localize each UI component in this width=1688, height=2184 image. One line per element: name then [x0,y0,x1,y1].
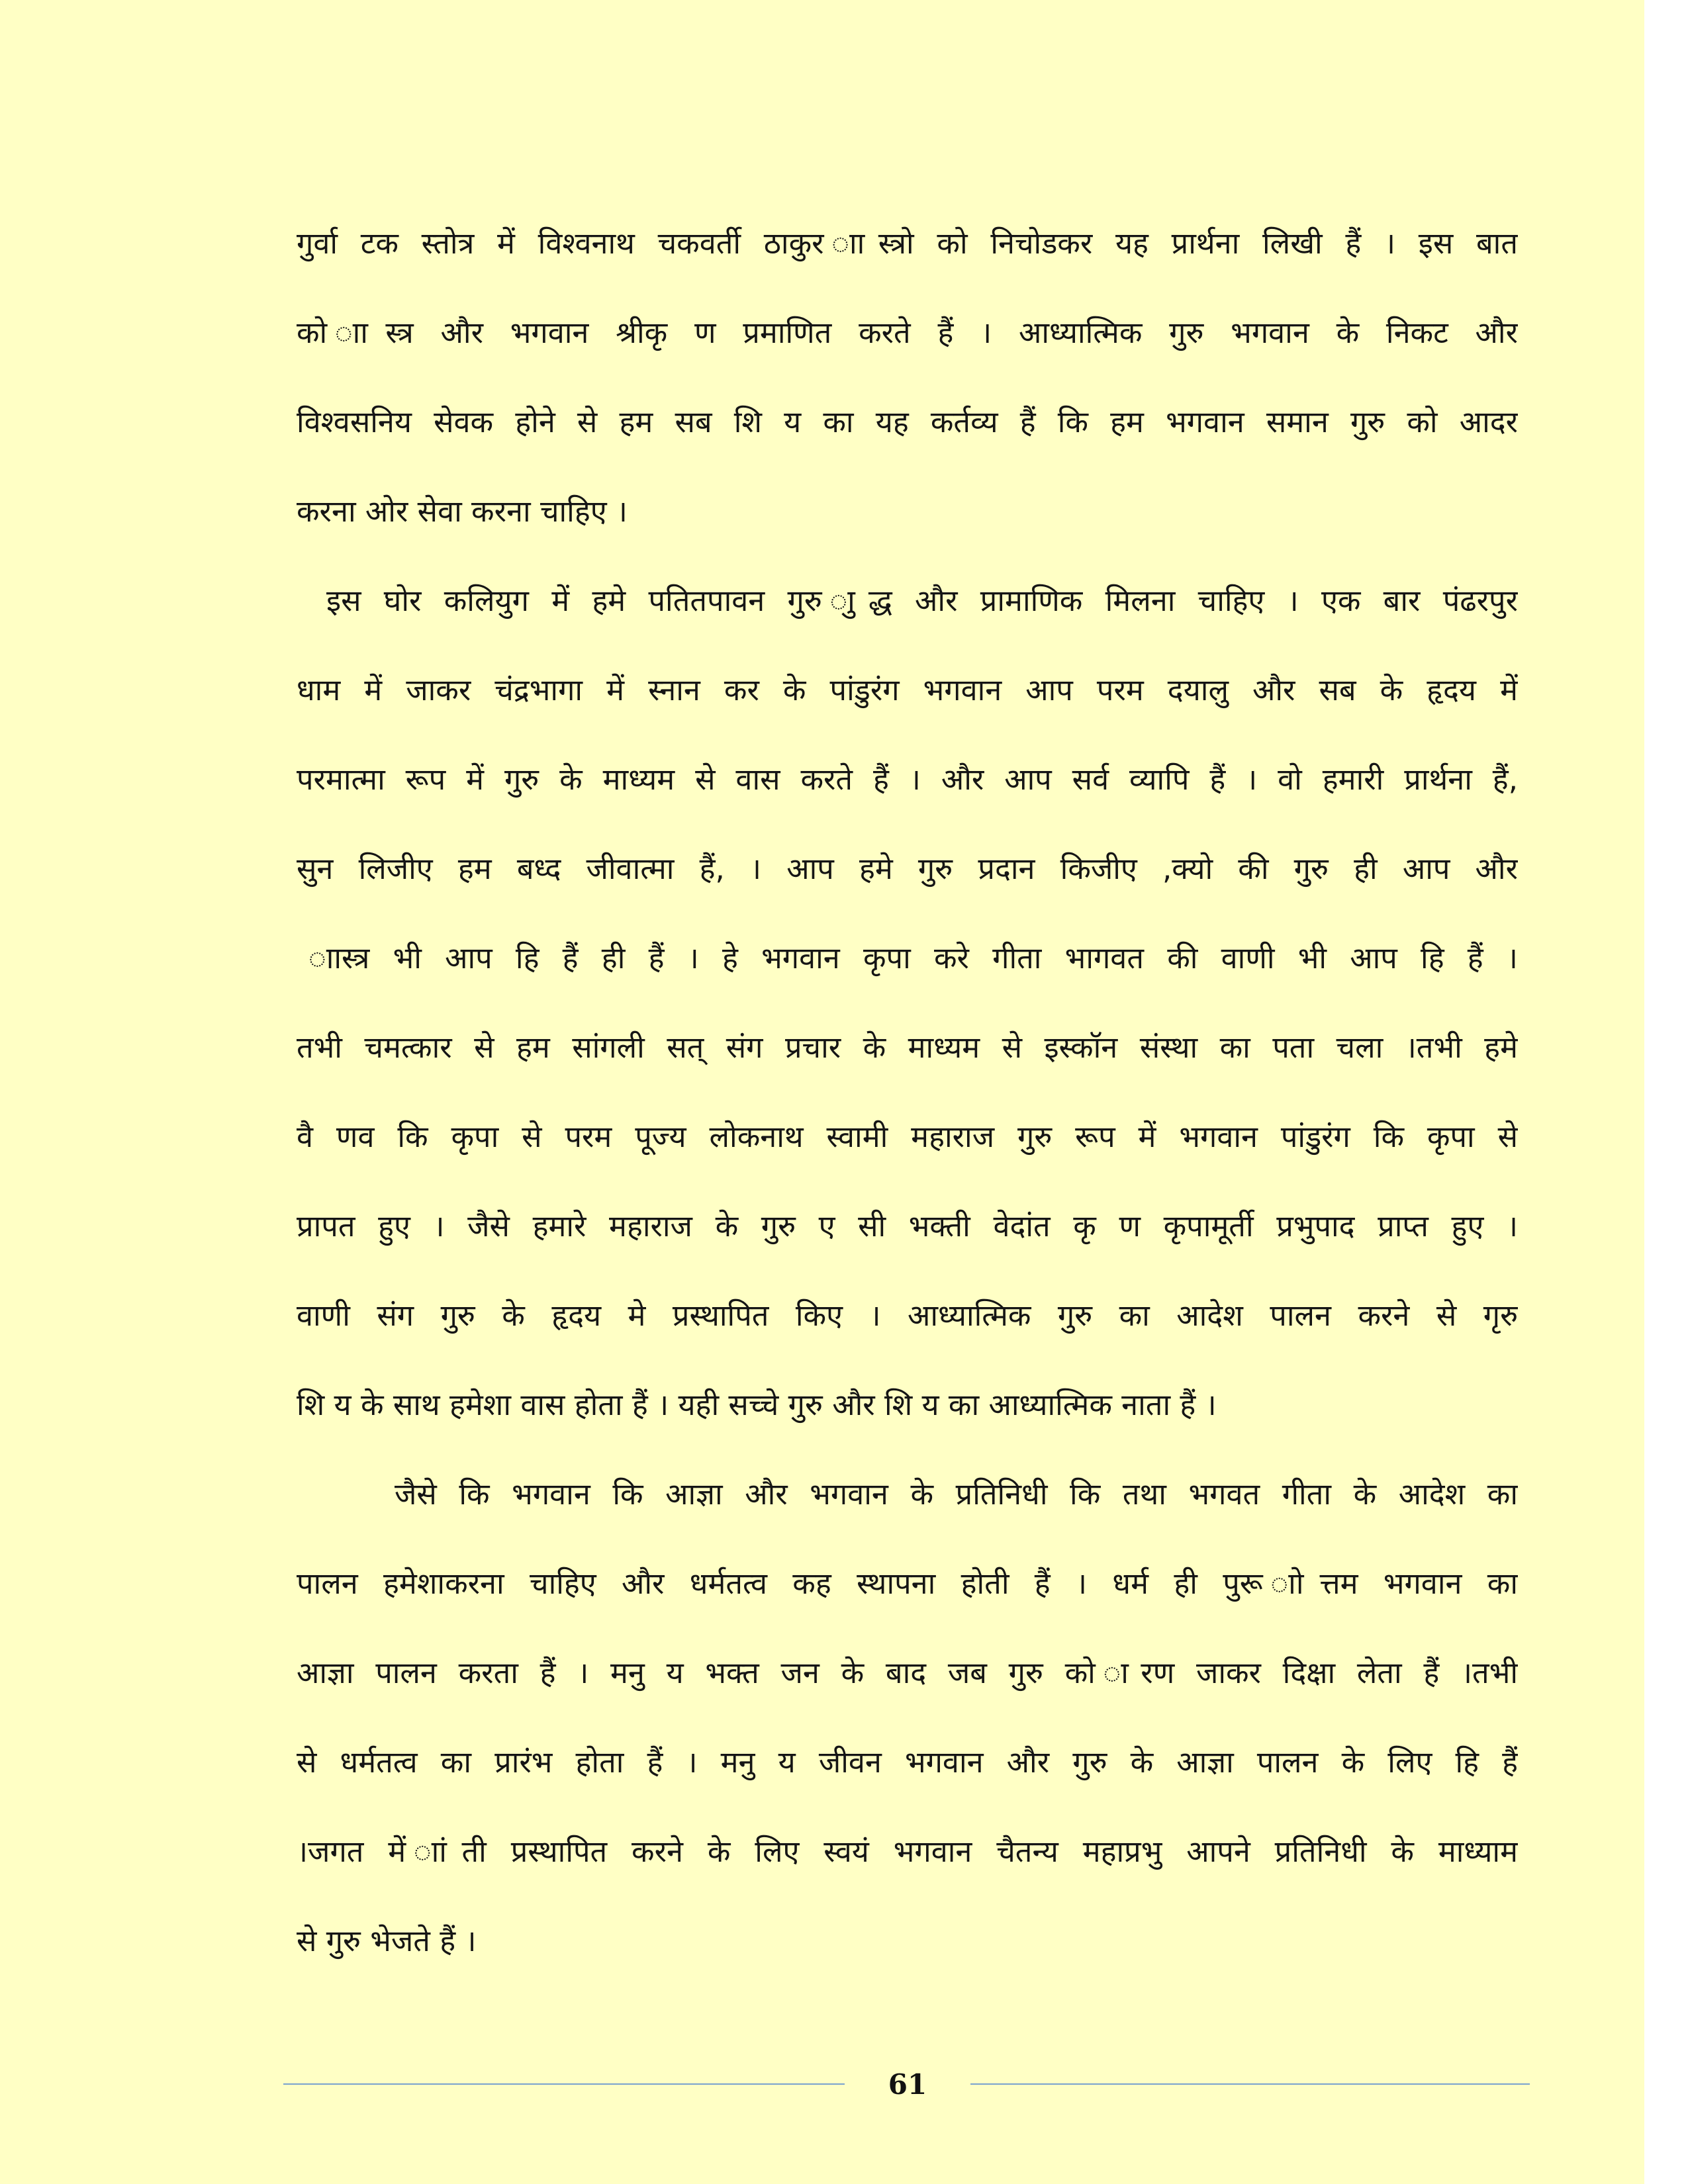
page-margin-strip [1644,0,1688,2184]
text-line: पालन हमेशाकरना चाहिए और धर्मतत्व कह स्थापना होती हैं । धर्म ही पुरू ाोत्तम भगवान का [297,1566,1518,1601]
text-line: तभी चमत्कार से हम सांगली सत् संग प्रचार के माध्यम से इस्कॉन संस्था का पता चला ।तभी हमे [297,1030,1518,1065]
text-line: शि य के साथ हमेशा वास होता हैं । यही सच्चे गुरु और शि य का आध्यात्मिक नाता हैं । [297,1387,1217,1422]
footer-rule-left [283,2083,845,2085]
text-line: आज्ञा पालन करता हैं । मनु य भक्त जन के बाद जब गुरु को ारण जाकर दिक्षा लेता हैं ।तभी [297,1655,1518,1690]
text-line: वै णव कि कृपा से परम पूज्य लोकनाथ स्वामी महाराज गुरु रूप में भगवान पांडुरंग कि कृपा से [297,1119,1518,1154]
text-line: से गुरु भेजते हैं । [297,1923,477,1958]
text-line: सुन लिजीए हम बध्द जीवात्मा हैं, । आप हमे गुरु प्रदान किजीए ,क्यो की गुरु ही आप और [297,851,1518,886]
text-line: ाास्त्र भी आप हि हैं ही हैं । हे भगवान कृपा करे गीता भागवत की वाणी भी आप हि हैं । [308,940,1518,976]
text-line: ।जगत में ाांती प्रस्थापित करने के लिए स्वयं भगवान चैतन्य महाप्रभु आपने प्रतिनिधी के माध्याम [297,1834,1518,1869]
text-line: इस घोर कलियुग में हमे पतितपावन गुरु ाुद्ध और प्रामाणिक मिलना चाहिए । एक बार पंढरपुर [326,583,1518,618]
text-line: जैसे कि भगवान कि आज्ञा और भगवान के प्रतिनिधी कि तथा भगवत गीता के आदेश का [395,1477,1518,1512]
text-line: विश्वसनिय सेवक होने से हम सब शि य का यह कर्तव्य हैं कि हम भगवान समान गुरु को आदर [297,404,1518,439]
page-number: 61 [888,2068,927,2101]
text-line: करना ओर सेवा करना चाहिए । [297,494,628,529]
footer-rule-right [970,2083,1530,2085]
text-line: से धर्मतत्व का प्रारंभ होता हैं । मनु य जीवन भगवान और गुरु के आज्ञा पालन के लिए हि हैं [297,1745,1518,1780]
body-text [297,199,1518,1985]
text-line: परमात्मा रूप में गुरु के माध्यम से वास करते हैं । और आप सर्व व्यापि हैं । वो हमारी प्रार्थना हैं, [297,762,1518,797]
text-line: वाणी संग गुरु के हृदय मे प्रस्थापित किए । आध्यात्मिक गुरु का आदेश पालन करने से गृरु [297,1298,1518,1333]
page-footer [0,2058,1644,2111]
text-line: प्रापत हुए । जैसे हमारे महाराज के गुरु ए सी भक्ती वेदांत कृ ण कृपामूर्ती प्रभुपाद प्राप्त हुए । [297,1208,1518,1244]
text-line: गुर्वा टक स्तोत्र में विश्वनाथ चकवर्ती ठाकुर ाास्त्रो को निचोडकर यह प्रार्थना लिखी हैं । इस बात [297,226,1518,261]
text-line: धाम में जाकर चंद्रभागा में स्नान कर के पांडुरंग भगवान आप परम दयालु और सब के हृदय में [297,672,1518,707]
text-line: को ाास्त्र और भगवान श्रीकृ ण प्रमाणित करते हैं । आध्यात्मिक गुरु भगवान के निकट और [297,315,1518,350]
